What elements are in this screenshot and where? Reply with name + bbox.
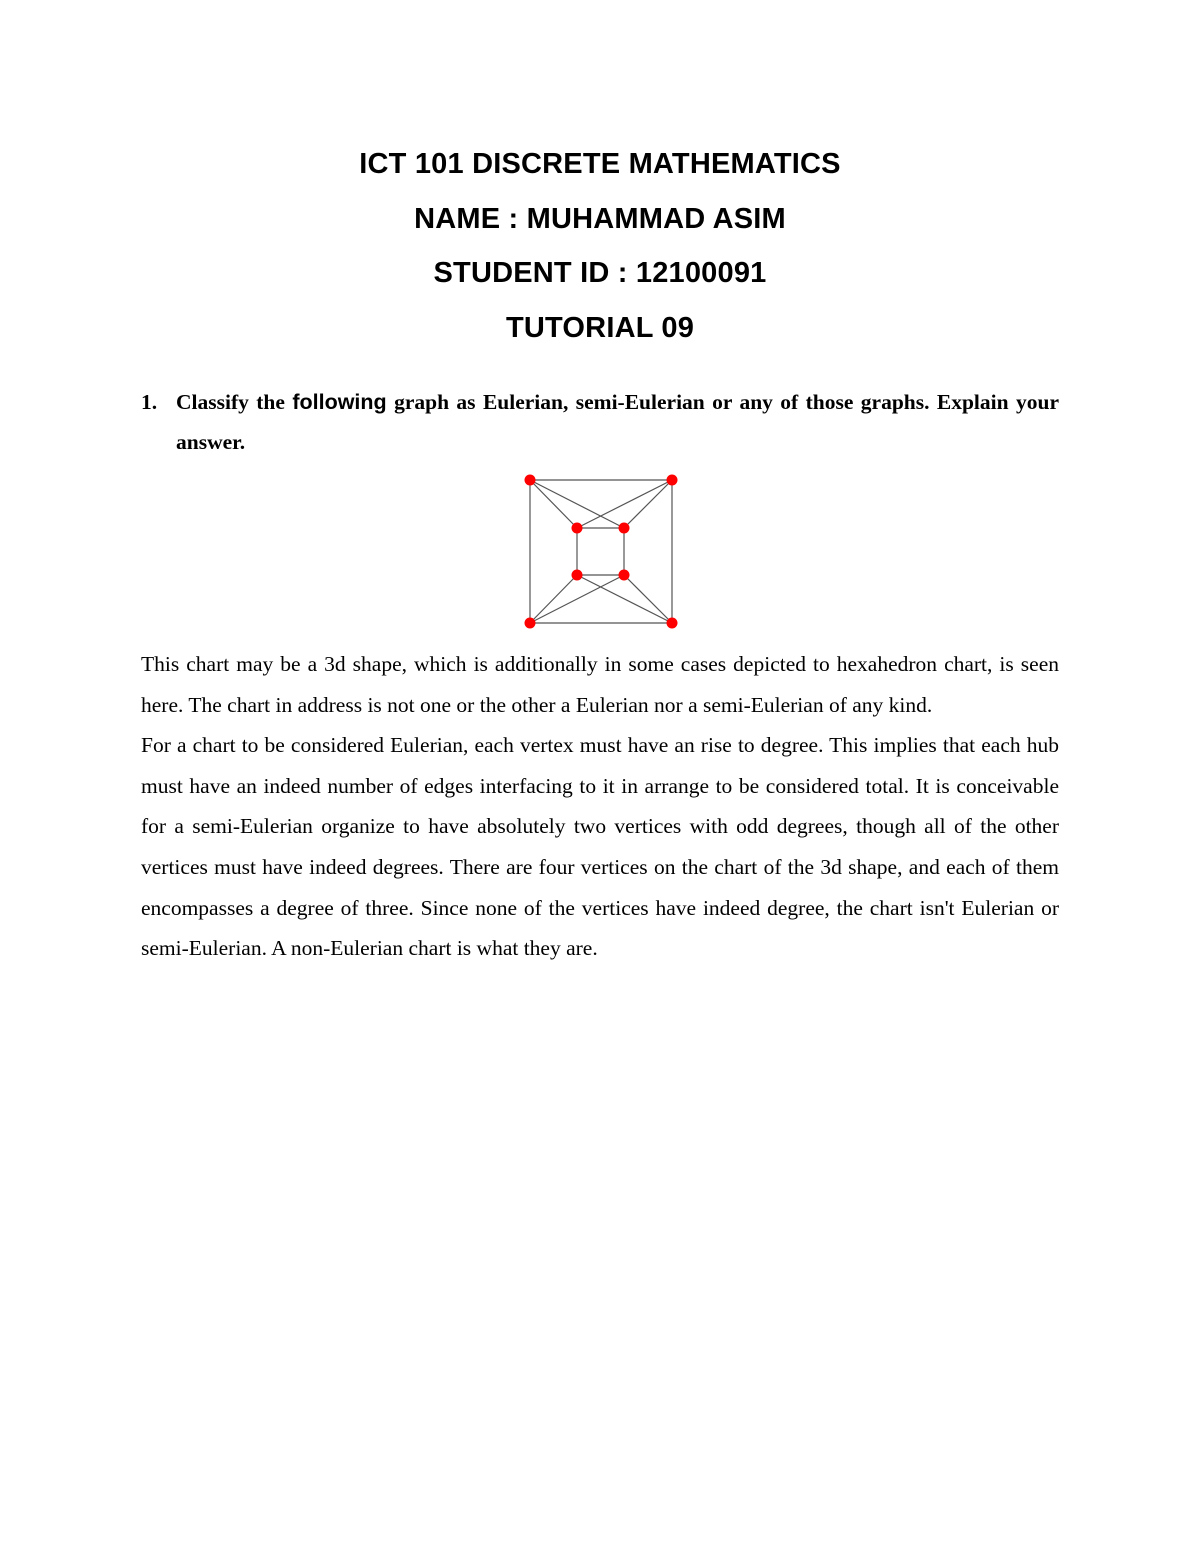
title-block bbox=[0, 137, 1200, 355]
edge bbox=[530, 575, 624, 623]
question-text-end: graph as Eulerian, semi-Eulerian or any of those graphs. Explain your answer. bbox=[176, 390, 1059, 454]
edge bbox=[530, 575, 577, 623]
edge bbox=[577, 575, 672, 623]
edge bbox=[530, 480, 577, 528]
vertex bbox=[667, 475, 678, 486]
tutorial-number: TUTORIAL 09 bbox=[505, 311, 695, 344]
edge bbox=[624, 480, 672, 528]
vertex bbox=[619, 523, 630, 534]
question-text-start: Classify the bbox=[176, 390, 293, 414]
vertex bbox=[667, 618, 678, 629]
graph-edges bbox=[530, 480, 672, 623]
edge bbox=[624, 575, 672, 623]
answer-paragraph-1: This chart may be a 3d shape, which is additionally in some cases depicted to hexahedron chart, is seen here. The chart in address is not one or the other a Eulerian nor a semi-Eulerian of any kind. bbox=[141, 652, 1059, 717]
vertex bbox=[525, 475, 536, 486]
edge bbox=[530, 480, 624, 528]
edge bbox=[577, 480, 672, 528]
question-number: 1. bbox=[141, 390, 158, 414]
student-name: NAME : MUHAMMAD ASIM bbox=[414, 202, 786, 235]
question-text-emph: following bbox=[292, 390, 387, 414]
student-id: STUDENT ID : 12100091 bbox=[433, 257, 767, 289]
course-title: ICT 101 DISCRETE MATHEMATICS bbox=[359, 148, 841, 180]
vertex bbox=[572, 523, 583, 534]
answer-paragraph-2: For a chart to be considered Eulerian, each vertex must have an rise to degree. This implies that each hub must have an indeed number of edges interfacing to it in arrange to be considered total. It is conceivable for a semi-Eulerian organize to have absolutely two vertices with odd degrees, though all of the other vertices must have indeed degrees. There are four vertices on the chart of the 3d shape, and each of them encompasses a degree of three. Since none of the vertices have indeed degree, the chart isn't Eulerian or semi-Eulerian. A non-Eulerian chart is what they are. bbox=[141, 733, 1059, 961]
question-1 bbox=[141, 382, 1059, 462]
vertex bbox=[525, 618, 536, 629]
cube-graph-figure bbox=[520, 470, 685, 635]
answer-text bbox=[141, 644, 1059, 969]
vertex bbox=[572, 570, 583, 581]
question-text bbox=[176, 382, 1059, 462]
vertex bbox=[619, 570, 630, 581]
